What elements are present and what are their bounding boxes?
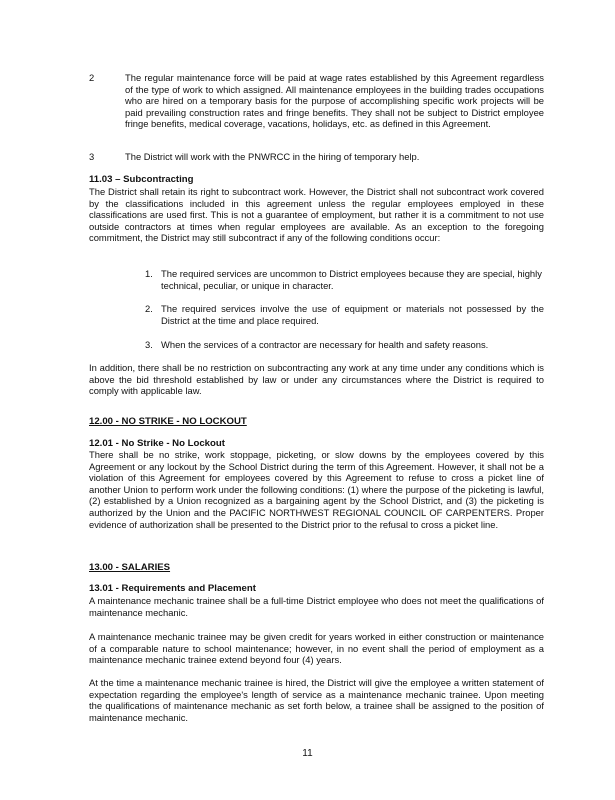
- item-number: 2: [89, 72, 95, 83]
- item-paragraph: The District will work with the PNWRCC in the hiring of temporary help.: [125, 151, 420, 162]
- section-paragraph: The District shall retain its right to subcontract work. However, the District shall not subcontract work covered by the classifications included in this agreement unless the regular employees employed in these classifications are used first. This is not a guarantee of employment, but rather it is a commitment to not use outside contractors at times when regular employees are available. As an exception to the foregoing commitment, the District may still subcontract if any of the following conditions occur:: [89, 186, 544, 244]
- section-paragraph: A maintenance mechanic trainee shall be a full-time District employee who does not meet the qualifications of maintenance mechanic.: [89, 595, 544, 618]
- section-paragraph: In addition, there shall be no restriction on subcontracting any work at any time under any conditions which is above the bid threshold established by law or under any circumstances where the District is required to comply with applicable law.: [89, 362, 544, 397]
- condition-number: 2.: [145, 303, 153, 314]
- condition-number: 1.: [145, 268, 153, 279]
- subsection-heading: 13.01 - Requirements and Placement: [89, 583, 256, 594]
- section-paragraph: A maintenance mechanic trainee may be given credit for years worked in either construction or maintenance of a comparable nature to school maintenance; however, in no event shall the period of employment as a maintenance mechanic trainee extend beyond four (4) years.: [89, 631, 544, 666]
- condition-text: When the services of a contractor are necessary for health and safety reasons.: [161, 339, 489, 350]
- section-heading: 11.03 – Subcontracting: [89, 174, 194, 185]
- section-paragraph: There shall be no strike, work stoppage, picketing, or slow downs by the employees covered by this Agreement or any lockout by the School District during the term of this Agreement. However, it shall not be a violation of this Agreement for employees covered by this Agreement to refuse to cross a picket line of another Union to perform work under the following conditions: (1) where the purpose of the picketing is lawful, (2) established by a Union recognized as a bargaining agent by the School District, and (3) the picketing is authorized by the Union and the PACIFIC NORTHWEST REGIONAL COUNCIL OF CARPENTERS. Proper evidence of authorization shall be presented to the District prior to the refusal to cross a picket line.: [89, 449, 544, 530]
- section-heading: 12.00 - NO STRIKE - NO LOCKOUT: [89, 416, 247, 427]
- subsection-heading: 12.01 - No Strike - No Lockout: [89, 438, 225, 449]
- condition-text: The required services are uncommon to District employees because they are special, highly technical, peculiar, or unique in character.: [161, 268, 542, 291]
- section-heading: 13.00 - SALARIES: [89, 562, 171, 573]
- item-number: 3: [89, 151, 95, 162]
- section-paragraph: At the time a maintenance mechanic trainee is hired, the District will give the employee a written statement of expectation regarding the employee's length of service as a maintenance mechanic trainee. Upon meeting the qualifications of maintenance mechanic as set forth below, a trainee shall be assigned to the position of maintenance mechanic.: [89, 677, 544, 723]
- condition-text: The required services involve the use of equipment or materials not possessed by the District at the time and place required.: [161, 303, 544, 326]
- page-number: 11: [302, 748, 313, 759]
- item-paragraph: The regular maintenance force will be paid at wage rates established by this Agreement regardless of the type of work to which assigned. All maintenance employees in the building trades occupations who are hired on a temporary basis for the purpose of accomplishing specific work projects will be paid prevailing construction rates and fringe benefits. They shall not be subject to District employee fringe benefits, medical coverage, vacations, holidays, etc. as defined in this Agreement.: [125, 72, 544, 130]
- condition-number: 3.: [145, 339, 153, 350]
